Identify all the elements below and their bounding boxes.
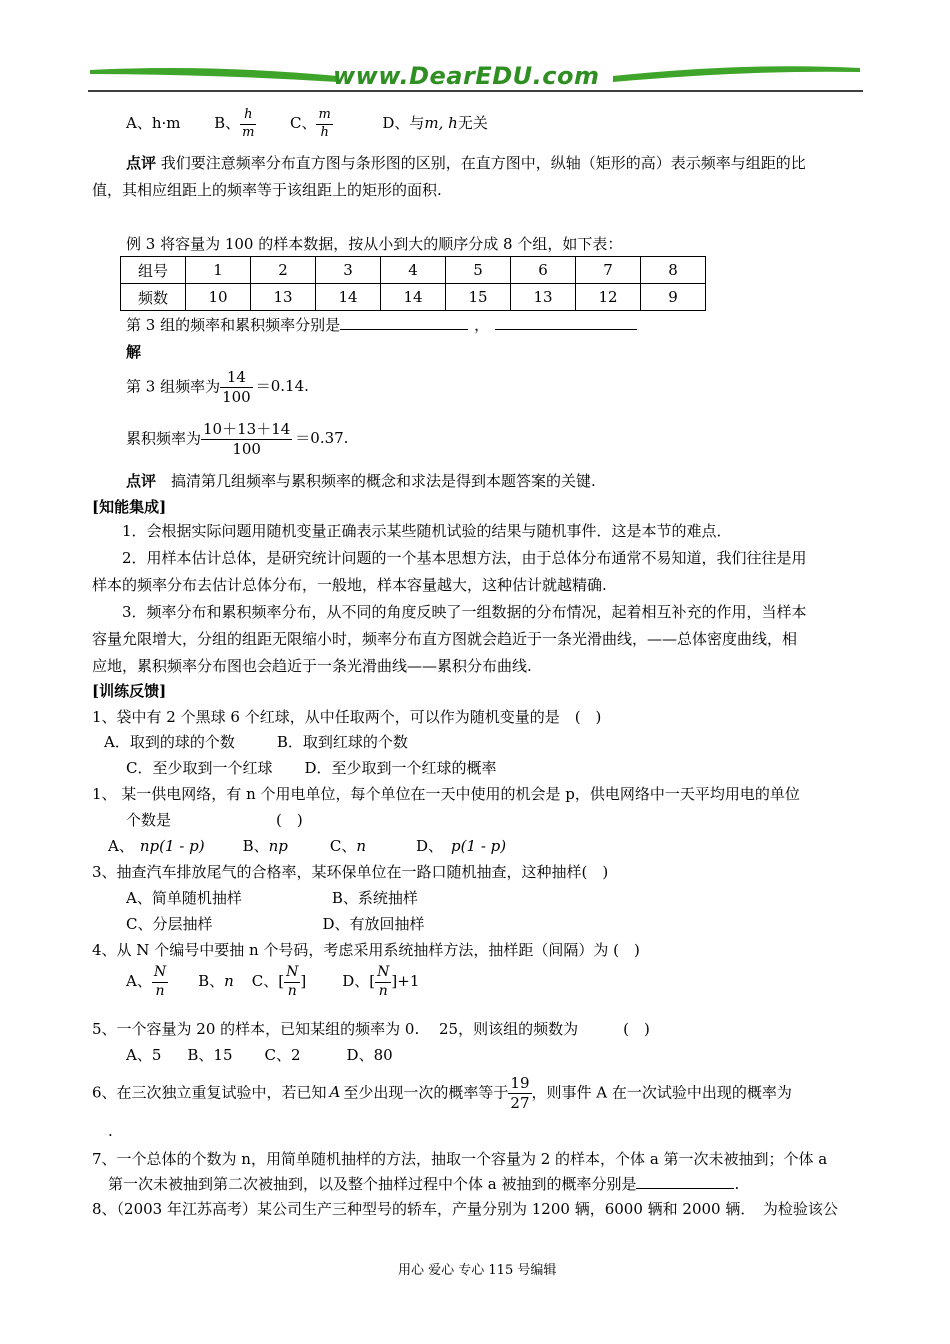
option-d-var: m, h <box>424 114 458 132</box>
table-cell: 9 <box>641 284 706 311</box>
q3-options-row-1: A、简单随机抽样 B、系统抽样 <box>126 889 418 907</box>
table-header-cell: 组号 <box>121 257 186 284</box>
fraction-numerator: 10＋13＋14 <box>203 420 291 438</box>
question-2: 1、 某一供电网络，有 n 个用电单位，每个单位在一天中使用的机会是 p，供电网络中一天平均用电的单位 <box>92 785 800 803</box>
q1-options-row-2: C．至少取到一个红球 D．至少取到一个红球的概率 <box>126 759 497 777</box>
answer-blank <box>636 1188 734 1189</box>
question-7-cont: 第一次未被抽到第二次被抽到，以及整个抽样过程中个体 a 被抽到的概率分别是 . <box>108 1175 740 1193</box>
option-c-den: h <box>320 124 329 140</box>
table-row <box>121 257 706 284</box>
answer-blank-1 <box>340 329 468 330</box>
option-d-suffix: 无关 <box>457 114 488 132</box>
comment-label: 点评 <box>126 154 157 172</box>
table-cell: 1 <box>186 257 251 284</box>
question-8: 8、（2003 年江苏高考）某公司生产三种型号的轿车，产量分别为 1200 辆，6000 辆和 2000 辆． 为检验该公 <box>92 1200 838 1218</box>
table-cell: 7 <box>576 257 641 284</box>
question-6-end: . <box>108 1122 113 1140</box>
table-row <box>121 284 706 311</box>
comment-2: 点评 搞清第几组频率与累积频率的概念和求法是得到本题答案的关键. <box>126 472 596 490</box>
q1-options-row-1: A．取到的球的个数 B．取到红球的个数 <box>104 733 408 751</box>
table-cell: 10 <box>186 284 251 311</box>
knowledge-section: 1．会根据实际问题用随机变量正确表示某些随机试验的结果与随机事件．这是本节的难点． 2．用样本估计总体，是研究统计问题的一个基本思想方法，由于总体分布通常不易知道，我们往往是用 样本的频率分布去估计总体分布，一般地，样本容量越大，这种估计就越精确. 3．频率分布和累积频率分布，从不同的角度反映了一组数据的分布情况，起着相互补充的作用，当样本 容量允限增大，分组的组距无限缩小时，频率分布直方图就会趋近于一条光滑曲线，——总体密度曲线，相 应地，累积频率分布图也会趋近于一条光滑曲线——累积分布曲线. <box>92 518 860 680</box>
comment-1 <box>92 150 860 204</box>
table-cell: 15 <box>446 284 511 311</box>
question-7: 7、一个总体的个数为 n，用简单随机抽样的方法，抽取一个容量为 2 的样本，个体 a 第一次未被抽到；个体 a <box>92 1150 828 1168</box>
table-cell: 6 <box>511 257 576 284</box>
option-b-num: h <box>240 107 256 124</box>
table-cell: 5 <box>446 257 511 284</box>
question-2-cont: 个数是 ( ) <box>126 811 303 829</box>
question-6: 6、在三次独立重复试验中，若已知 A 至少出现一次的概率等于 $\frac{19}{27}$ ，则事件 A 在一次试验中出现的概率为 <box>92 1074 792 1112</box>
comment-text-1: 我们要注意频率分布直方图与条形图的区别，在直方图中，纵轴（矩形的高）表示频率与组距的比 <box>160 154 806 172</box>
option-c-num: m <box>316 107 332 124</box>
table-cell: 13 <box>511 284 576 311</box>
question-3: 3、抽查汽车排放尾气的合格率，某环保单位在一路口随机抽查，这种抽样( ) <box>92 863 609 881</box>
table-cell: 2 <box>251 257 316 284</box>
table-header-cell: 频数 <box>121 284 186 311</box>
comment-text-2: 值，其相应组距上的频率等于该组距上的矩形的面积. <box>92 181 442 199</box>
knowledge-point-3: 3．频率分布和累积频率分布，从不同的角度反映了一组数据的分布情况，起着相互补充的作用，当样本 <box>122 603 807 621</box>
solution-label: 解 <box>126 343 142 361</box>
question-1: 1、袋中有 2 个黑球 6 个红球，从中任取两个，可以作为随机变量的是 ( ) <box>92 708 602 726</box>
example-intro: 例 3 将容量为 100 的样本数据，按从小到大的顺序分成 8 个组，如下表： <box>126 235 623 253</box>
option-b-den: m <box>242 124 255 140</box>
option-d-prefix: D、与 <box>382 114 425 132</box>
site-logo: www.DearEDU.com <box>333 62 600 90</box>
example-question: 第 3 组的频率和累积频率分别是 ， <box>126 314 637 335</box>
question-4: 4、从 N 个编号中要抽 n 个号码，考虑采用系统抽样方法，抽样距（间隔）为 ( ) <box>92 941 640 959</box>
knowledge-point-1: 1．会根据实际问题用随机变量正确表示某些随机试验的结果与随机事件．这是本节的难点． <box>122 522 732 540</box>
fraction-denominator: 100 <box>232 439 261 458</box>
q2-options: A、 np(1 - p) B、np C、n D、 p(1 - p) <box>108 837 507 855</box>
answer-blank-2 <box>495 329 637 330</box>
frequency-table <box>120 256 706 311</box>
feedback-heading: [训练反馈] <box>92 682 167 700</box>
question-5: 5、一个容量为 20 的样本，已知某组的频率为 0. 25，则该组的频数为 ( ) <box>92 1020 650 1038</box>
option-c-prefix: C、 <box>289 114 317 132</box>
solution-line-2: 累积频率为 $\frac{10+13+14}{100}$ ＝0.37. <box>126 420 349 458</box>
q4-options: A、 $\frac{N}{n}$ B、n C、[ $\frac{N}{n}$ ] D、[ $\frac{N}{n}$ ]+1 <box>126 964 420 999</box>
table-cell: 13 <box>251 284 316 311</box>
table-cell: 14 <box>381 284 446 311</box>
table-cell: 14 <box>316 284 381 311</box>
q5-options: A、5 B、15 C、2 D、80 <box>126 1046 393 1064</box>
fraction-numerator: 14 <box>220 368 253 388</box>
q3-options-row-2: C、分层抽样 D、有放回抽样 <box>126 915 425 933</box>
table-cell: 3 <box>316 257 381 284</box>
table-cell: 8 <box>641 257 706 284</box>
prev-options <box>126 106 488 141</box>
knowledge-point-2: 2．用样本估计总体，是研究统计问题的一个基本思想方法，由于总体分布通常不易知道，我们往往是用 <box>122 549 807 567</box>
comment-label: 点评 <box>126 472 157 490</box>
solution-line-1: 第 3 组频率为 $\frac{14}{100}$ ＝0.14. <box>126 368 309 406</box>
header-banner <box>88 60 863 96</box>
table-cell: 4 <box>381 257 446 284</box>
table-cell: 12 <box>576 284 641 311</box>
footer-text: 用心 爱心 专心 115 号编辑 <box>398 1263 557 1278</box>
option-a: A、h·m <box>126 114 181 132</box>
knowledge-heading: [知能集成] <box>92 498 167 516</box>
option-b-prefix: B、 <box>214 114 241 132</box>
fraction-denominator: 100 <box>222 387 251 406</box>
